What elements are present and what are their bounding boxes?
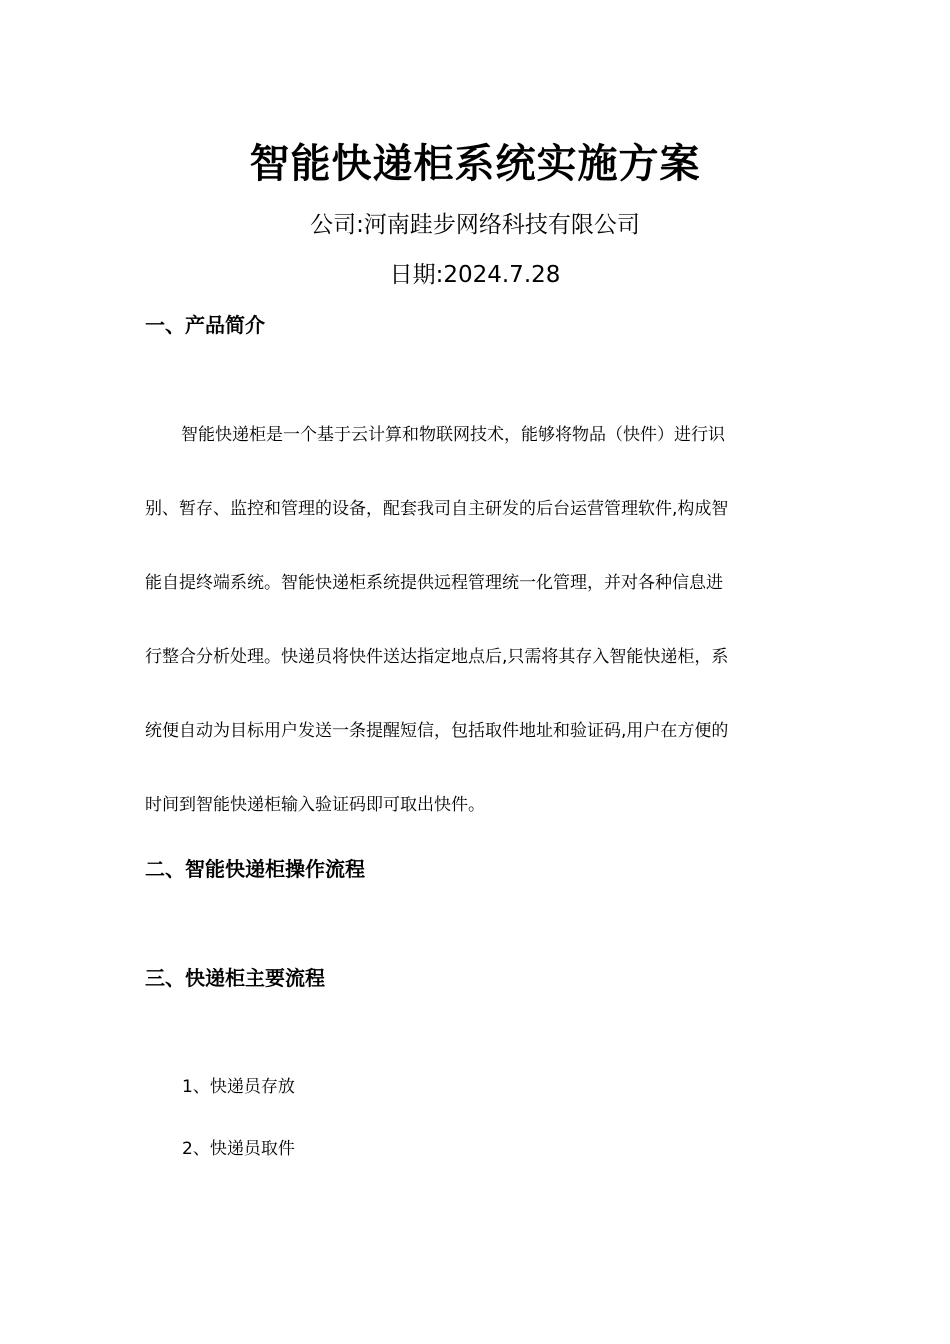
section-heading-operation-flow: 二、智能快递柜操作流程 xyxy=(145,857,365,881)
document-title: 智能快递柜系统实施方案 xyxy=(249,141,701,187)
list-item-courier-store: 1、快递员存放 xyxy=(182,1077,295,1097)
section-heading-product-intro: 一、产品简介 xyxy=(145,313,265,337)
paragraph-line: 能自提终端系统。智能快递柜系统提供远程管理统一化管理，并对各种信息进 xyxy=(145,573,723,593)
section-heading-main-flow: 三、快递柜主要流程 xyxy=(145,966,325,990)
list-item-courier-pickup: 2、快递员取件 xyxy=(182,1139,295,1159)
paragraph-line: 统便自动为目标用户发送一条提醒短信，包括取件地址和验证码,用户在方便的 xyxy=(145,721,729,741)
paragraph-line: 时间到智能快递柜输入验证码即可取出快件。 xyxy=(145,795,485,815)
paragraph-line: 智能快递柜是一个基于云计算和物联网技术，能够将物品（快件）进行识 xyxy=(181,425,725,445)
paragraph-line: 别、暂存、监控和管理的设备，配套我司自主研发的后台运营管理软件,构成智 xyxy=(145,499,729,519)
paragraph-line: 行整合分析处理。快递员将快件送达指定地点后,只需将其存入智能快递柜，系 xyxy=(145,647,729,667)
date-line: 日期:2024.7.28 xyxy=(389,262,561,288)
product-intro-paragraph xyxy=(145,398,807,842)
company-line: 公司:河南跬步网络科技有限公司 xyxy=(310,212,640,238)
